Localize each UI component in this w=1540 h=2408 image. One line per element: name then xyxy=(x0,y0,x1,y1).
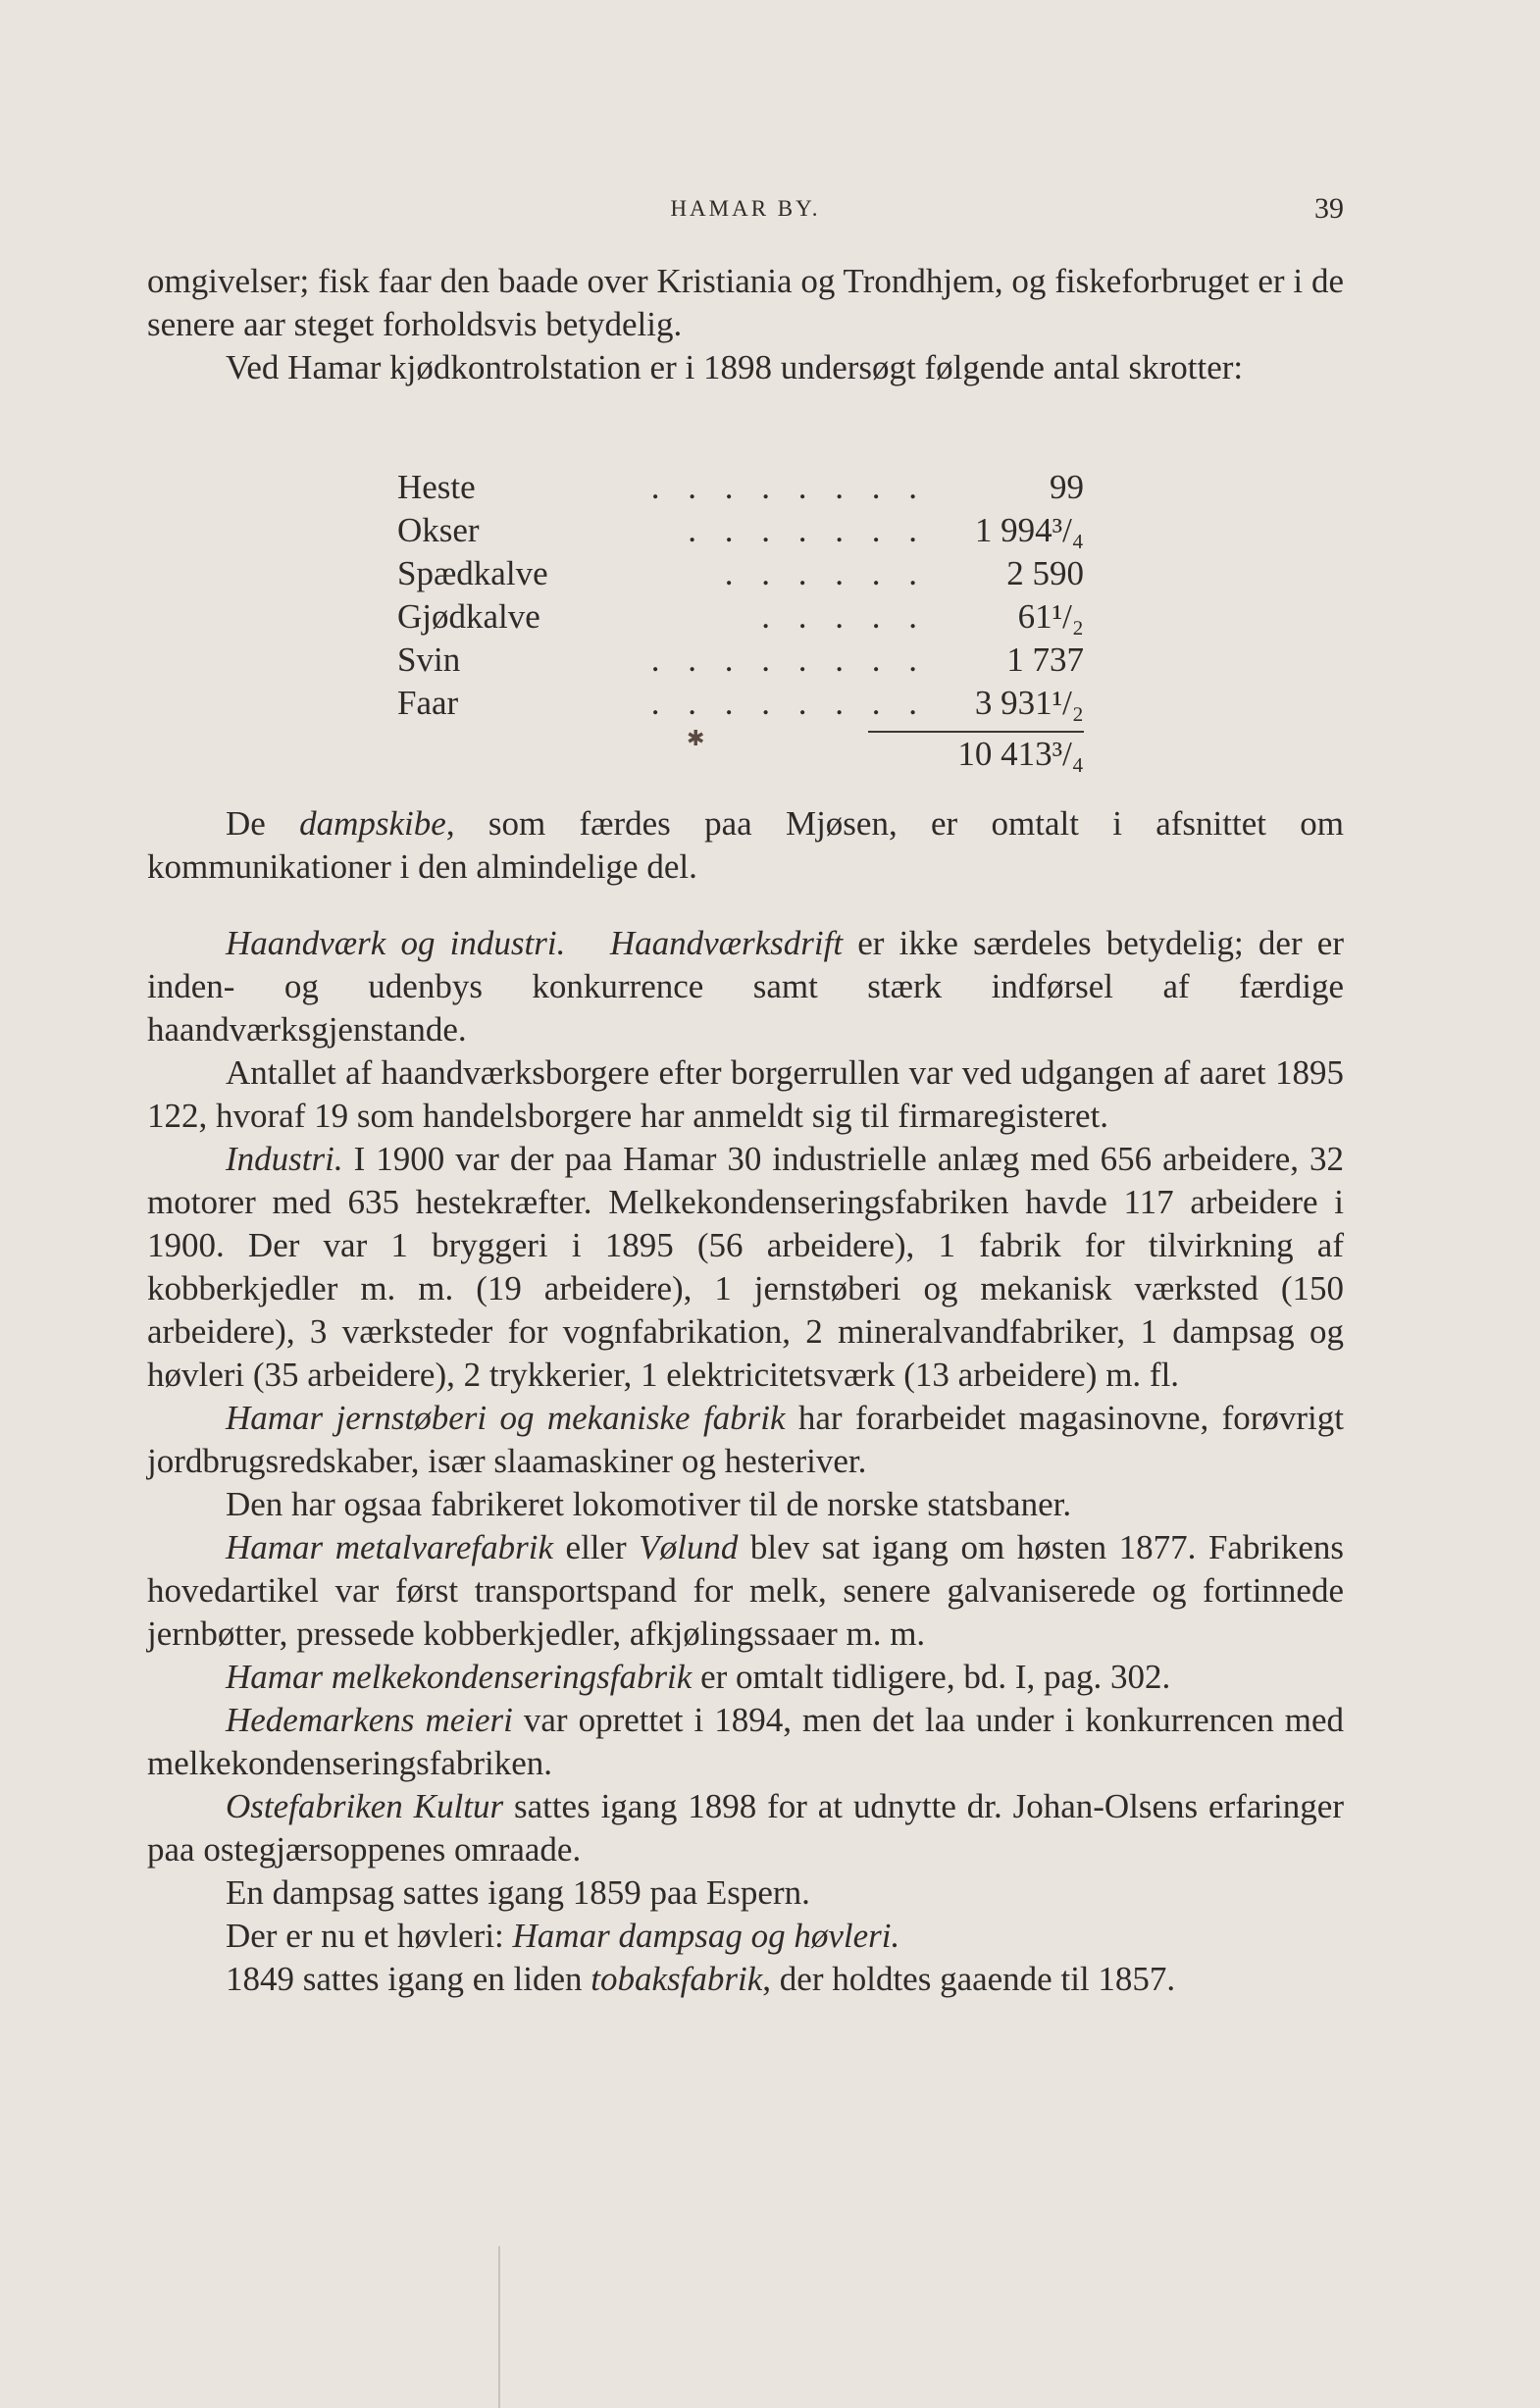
paragraph-ostefabrik xyxy=(147,1785,1344,1871)
text-run: er ikke særdeles betydelig; der er inden- og udenbys konkurrence samt stærk indførsel af færdige haandværksgjenstande. xyxy=(147,924,1344,1049)
paragraph-metalvare xyxy=(147,1526,1344,1656)
intro-section xyxy=(147,260,1344,389)
leader-dots: . . . . . . . xyxy=(688,511,927,549)
row-value: 3 931¹/₂ xyxy=(974,684,1084,722)
italic-term: Ostefabriken Kultur xyxy=(226,1787,504,1825)
page-number: 39 xyxy=(1314,192,1344,225)
italic-term: Hamar melkekondenseringsfabrik xyxy=(226,1658,693,1696)
paragraph-dampskibe xyxy=(147,802,1344,889)
row-value: 1 994³/₄ xyxy=(974,511,1084,549)
text-run: er omtalt tidligere, bd. I, pag. 302. xyxy=(692,1658,1171,1696)
italic-term: Haandværksdrift xyxy=(609,924,844,962)
italic-term: Vølund xyxy=(639,1528,739,1566)
text-run: var oprettet i 1894, men det laa under i konkurrencen med melkekondenseringsfabriken. xyxy=(147,1701,1344,1782)
text-run: , der holdtes gaaende til 1857. xyxy=(762,1960,1176,1998)
paragraph-dampsag: En dampsag sattes igang 1859 paa Espern. xyxy=(226,1873,810,1912)
section-heading: Industri. xyxy=(226,1140,343,1178)
leader-dots: . . . . . xyxy=(761,597,927,636)
leader-dots: . . . . . . . . xyxy=(650,640,927,679)
text-run: 1849 sattes igang en liden xyxy=(226,1960,591,1998)
table-row xyxy=(397,509,1084,552)
running-title: HAMAR BY. xyxy=(670,196,821,221)
italic-term: Hamar metalvarefabrik xyxy=(226,1528,553,1566)
text-run: blev sat igang om høsten 1877. Fabrikens hovedartikel var først transportspand for melk, senere galvaniserede og fortinnede jernbøtter, pressede kobberkjedler, afkjølingssaaer m. m. xyxy=(147,1528,1344,1653)
page-header xyxy=(147,192,1344,235)
row-label: Faar xyxy=(397,684,459,722)
italic-term: tobaksfabrik xyxy=(590,1960,763,1998)
text-run: , som færdes paa Mjøsen, er omtalt i afsnittet om kommunikationer i den almindelige del. xyxy=(147,804,1344,886)
row-label: Heste xyxy=(397,468,476,506)
text-run: sattes igang 1898 for at udnytte dr. Johan-Olsens erfaringer paa ostegjærsoppenes omraade. xyxy=(147,1787,1344,1869)
table-row xyxy=(397,639,1084,682)
paragraph-industri xyxy=(147,1138,1344,1397)
ink-blot-mark: ✱ xyxy=(687,726,705,750)
paragraph-lokomotiv: Den har ogsaa fabrikeret lokomotiver til de norske statsbaner. xyxy=(226,1485,1072,1523)
leader-dots: . . . . . . . . xyxy=(650,468,927,506)
section-heading: Haandværk og industri. xyxy=(226,924,566,962)
paragraph-fisk: omgivelser; fisk faar den baade over Kristiania og Trondhjem, og fiskeforbruget er i de senere aar steget forholdsvis betydelig. xyxy=(147,262,1344,343)
italic-term: Hamar dampsag og høvleri. xyxy=(512,1917,900,1955)
text-run: eller xyxy=(552,1528,640,1566)
dampskibe-section xyxy=(147,802,1344,889)
paragraph-melkekondensering xyxy=(147,1656,1344,1699)
text-run: har forarbeidet magasinovne, forøvrigt jordbrugsredskaber, især slaamaskiner og hesteriver. xyxy=(147,1399,1344,1480)
paragraph-meieri xyxy=(147,1699,1344,1785)
row-label: Spædkalve xyxy=(397,554,548,592)
row-label: Gjødkalve xyxy=(397,597,540,636)
italic-term: dampskibe xyxy=(299,804,446,843)
page-edge-shadow xyxy=(498,2246,500,2408)
paragraph-kjodkontrol: Ved Hamar kjødkontrolstation er i 1898 undersøgt følgende antal skrotter: xyxy=(226,348,1244,386)
row-label: Okser xyxy=(397,511,480,549)
paragraph-jernstoberi xyxy=(147,1397,1344,1483)
table-row xyxy=(397,682,1084,725)
paragraph-tobak xyxy=(147,1958,1344,2001)
paragraph-haandvaerk xyxy=(147,922,1344,1051)
paragraph-hovleri xyxy=(147,1915,1344,1958)
table-row xyxy=(397,595,1084,639)
table-row xyxy=(397,466,1084,509)
industri-section xyxy=(147,922,1344,2001)
row-value: 1 737 xyxy=(1006,640,1084,679)
row-label: Svin xyxy=(397,640,461,679)
table-row xyxy=(397,552,1084,595)
paragraph-antallet: Antallet af haandværksborgere efter borgerrullen var ved udgangen af aaret 1895 122, hvoraf 19 som handelsborgere har anmeldt sig til firmaregisteret. xyxy=(147,1053,1344,1135)
leader-dots: . . . . . . xyxy=(724,554,927,592)
row-value: 2 590 xyxy=(1006,554,1084,592)
italic-term: Hamar jernstøberi og mekaniske fabrik xyxy=(226,1399,786,1437)
table-total: 10 413³/₄ xyxy=(957,735,1084,773)
row-value: 61¹/₂ xyxy=(1017,597,1084,636)
text-run: I 1900 var der paa Hamar 30 industrielle anlæg med 656 arbeidere, 32 motorer med 635 hestekræfter. Melkekondenseringsfabriken havde 117 arbeidere i 1900. Der var 1 bryggeri i 1895 (56 arbeidere), 1 fabrik for tilvirkning af kobberkjedler m. m. (19 arbeidere), 1 jernstøberi og mekanisk værksted (150 arbeidere), 3 værksteder for vognfabrikation, 2 mineralvandfabriker, 1 dampsag og høvleri (35 arbeidere), 2 trykkerier, 1 elektricitetsværk (13 arbeidere) m. fl. xyxy=(147,1140,1344,1394)
row-value: 99 xyxy=(1050,468,1084,506)
text-run: De xyxy=(226,804,300,843)
italic-term: Hedemarkens meieri xyxy=(226,1701,513,1739)
skrotter-table xyxy=(397,466,1084,773)
text-run: Der er nu et høvleri: xyxy=(226,1917,513,1955)
leader-dots: . . . . . . . . xyxy=(650,684,927,722)
